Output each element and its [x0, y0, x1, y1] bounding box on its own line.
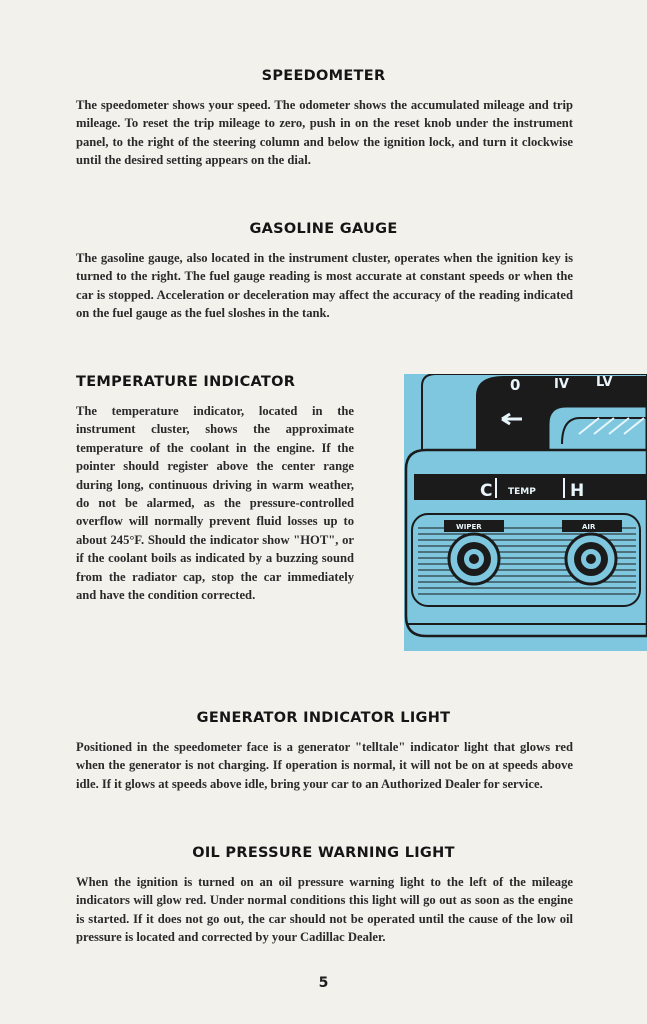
gauge-hot-mark: H [570, 481, 585, 501]
page-number: 5 [318, 975, 329, 991]
air-knob-label: AIR [582, 523, 596, 531]
instrument-cluster-drawing [404, 374, 647, 651]
oil-pressure-heading: OIL PRESSURE WARNING LIGHT [192, 845, 455, 861]
instrument-cluster-illustration [404, 374, 647, 651]
speedometer-paragraph: The speedometer shows your speed. The odometer shows the accumulated mileage and trip mileage. To reset the trip mileage to zero, push in on the reset knob under the instrument panel, to the right of the steering column and below the ignition lock, and turn it clockwise until the desired setting appears on the dial. [76, 98, 573, 168]
wiper-knob-label: WIPER [456, 523, 482, 531]
oil-pressure-paragraph: When the ignition is turned on an oil pressure warning light to the left of the mileage indicators will glow red. Under normal conditions this light will go out as soon as the engine is started. If it does not go out, the car should not be operated until the cause of the low oil pressure is located and corrected by your Cadillac Dealer. [76, 875, 573, 945]
gauge-cold-mark: C [480, 481, 493, 501]
air-knob [566, 534, 616, 584]
speedometer-heading: SPEEDOMETER [261, 68, 386, 84]
speedo-mark-1: IV [554, 377, 569, 392]
temperature-indicator-paragraph: The temperature indicator, located in the instrument cluster, shows the approximate temperature of the coolant in the engine. If the pointer should register above the center range during long, continuous driving in warm weather, do not be alarmed, as the pressure-controlled overflow will normally prevent fluid losses up to about 245°F. Should the indicator show "HOT", or if the coolant boils as indicated by a buzzing sound from the radiator cap, stop the car immediately and have the condition corrected. [76, 404, 354, 603]
generator-light-heading: GENERATOR INDICATOR LIGHT [196, 710, 451, 726]
generator-light-paragraph: Positioned in the speedometer face is a generator "telltale" indicator light that glows red when the generator is not charging. If operation is normal, it will not be on at speeds above idle. If it glows at speeds above idle, bring your car to an Authorized Dealer for service. [76, 740, 573, 791]
gauge-temp-label: TEMP [508, 487, 536, 497]
temperature-indicator-heading: TEMPERATURE INDICATOR [76, 374, 296, 390]
speedo-mark-0: 0 [510, 376, 521, 394]
speedo-mark-2: LV [596, 375, 613, 390]
wiper-knob [449, 534, 499, 584]
gasoline-gauge-paragraph: The gasoline gauge, also located in the instrument cluster, operates when the ignition key is turned to the right. The fuel gauge reading is most accurate at constant speeds or when the car is stopped. Acceleration or deceleration may affect the accuracy of the reading indicated on the fuel gauge as the fuel sloshes in the tank. [76, 251, 573, 321]
gasoline-gauge-heading: GASOLINE GAUGE [249, 221, 398, 237]
